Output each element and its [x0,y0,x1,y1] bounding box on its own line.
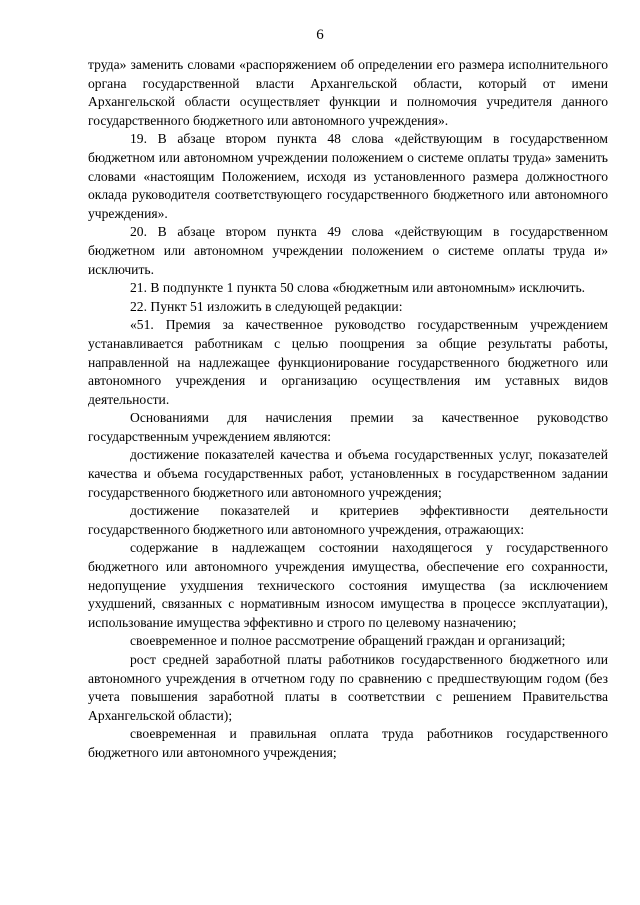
paragraph: 21. В подпункте 1 пункта 50 слова «бюджетным или автономным» исключить. [130,280,586,296]
paragraph: рост средней заработной платы работников государственного бюджетного или автономного учреждения в отчетном году по сравнению с предшествующим годом (без учета повышения заработной платы в соответствии с решением Правительства Архангельской области); [88,652,608,723]
paragraph: 20. В абзаце втором пункта 49 слова «действующим в государственном бюджетном или автономном учреждении положением о системе оплаты труда и» исключить. [88,224,608,277]
paragraph: «51. Премия за качественное руководство государственным учреждением устанавливается работникам с целью поощрения за общие результаты работы, направленной на надлежащее функционирование государственного бюджетного или автономного учреждения и организацию осуществления им уставных видов деятельности. [88,317,608,407]
paragraph: 19. В абзаце втором пункта 48 слова «действующим в государственном бюджетном или автономном учреждении положением о системе оплаты труда» заменить словами «настоящим Положением, исходя из установленного размера должностного оклада руководителя соответствующего государственного бюджетного или автономного учреждения». [88,131,608,221]
paragraph: труда» заменить словами «распоряжением об определении его размера исполнительного органа государственной власти Архангельской области, который от имени Архангельской области осуществляет функции и полномочия учредителя данного государственного бюджетного или автономного учреждения». [88,57,608,128]
paragraph: достижение показателей качества и объема государственных услуг, показателей качества и объема государственных работ, установленных в государственном задании государственного бюджетного или автономного учреждения; [88,447,608,500]
paragraph: содержание в надлежащем состоянии находящегося у государственного бюджетного или автономного учреждения имущества, обеспечение его сохранности, недопущение ухудшения технического состояния имущества (за исключением ухудшений, связанных с нормативным износом имущества в процессе эксплуатации), использование имущества эффективно и строго по целевому назначению; [88,540,608,630]
document-body [88,56,608,763]
paragraph: достижение показателей и критериев эффективности деятельности государственного бюджетного или автономного учреждения, отражающих: [88,503,608,537]
paragraph: своевременная и правильная оплата труда работников государственного бюджетного или автономного учреждения; [88,726,608,760]
page-number: 6 [316,27,324,43]
paragraph: 22. Пункт 51 изложить в следующей редакции: [130,298,403,314]
paragraph: своевременное и полное рассмотрение обращений граждан и организаций; [130,633,566,649]
paragraph: Основаниями для начисления премии за качественное руководство государственным учреждением являются: [88,410,608,444]
